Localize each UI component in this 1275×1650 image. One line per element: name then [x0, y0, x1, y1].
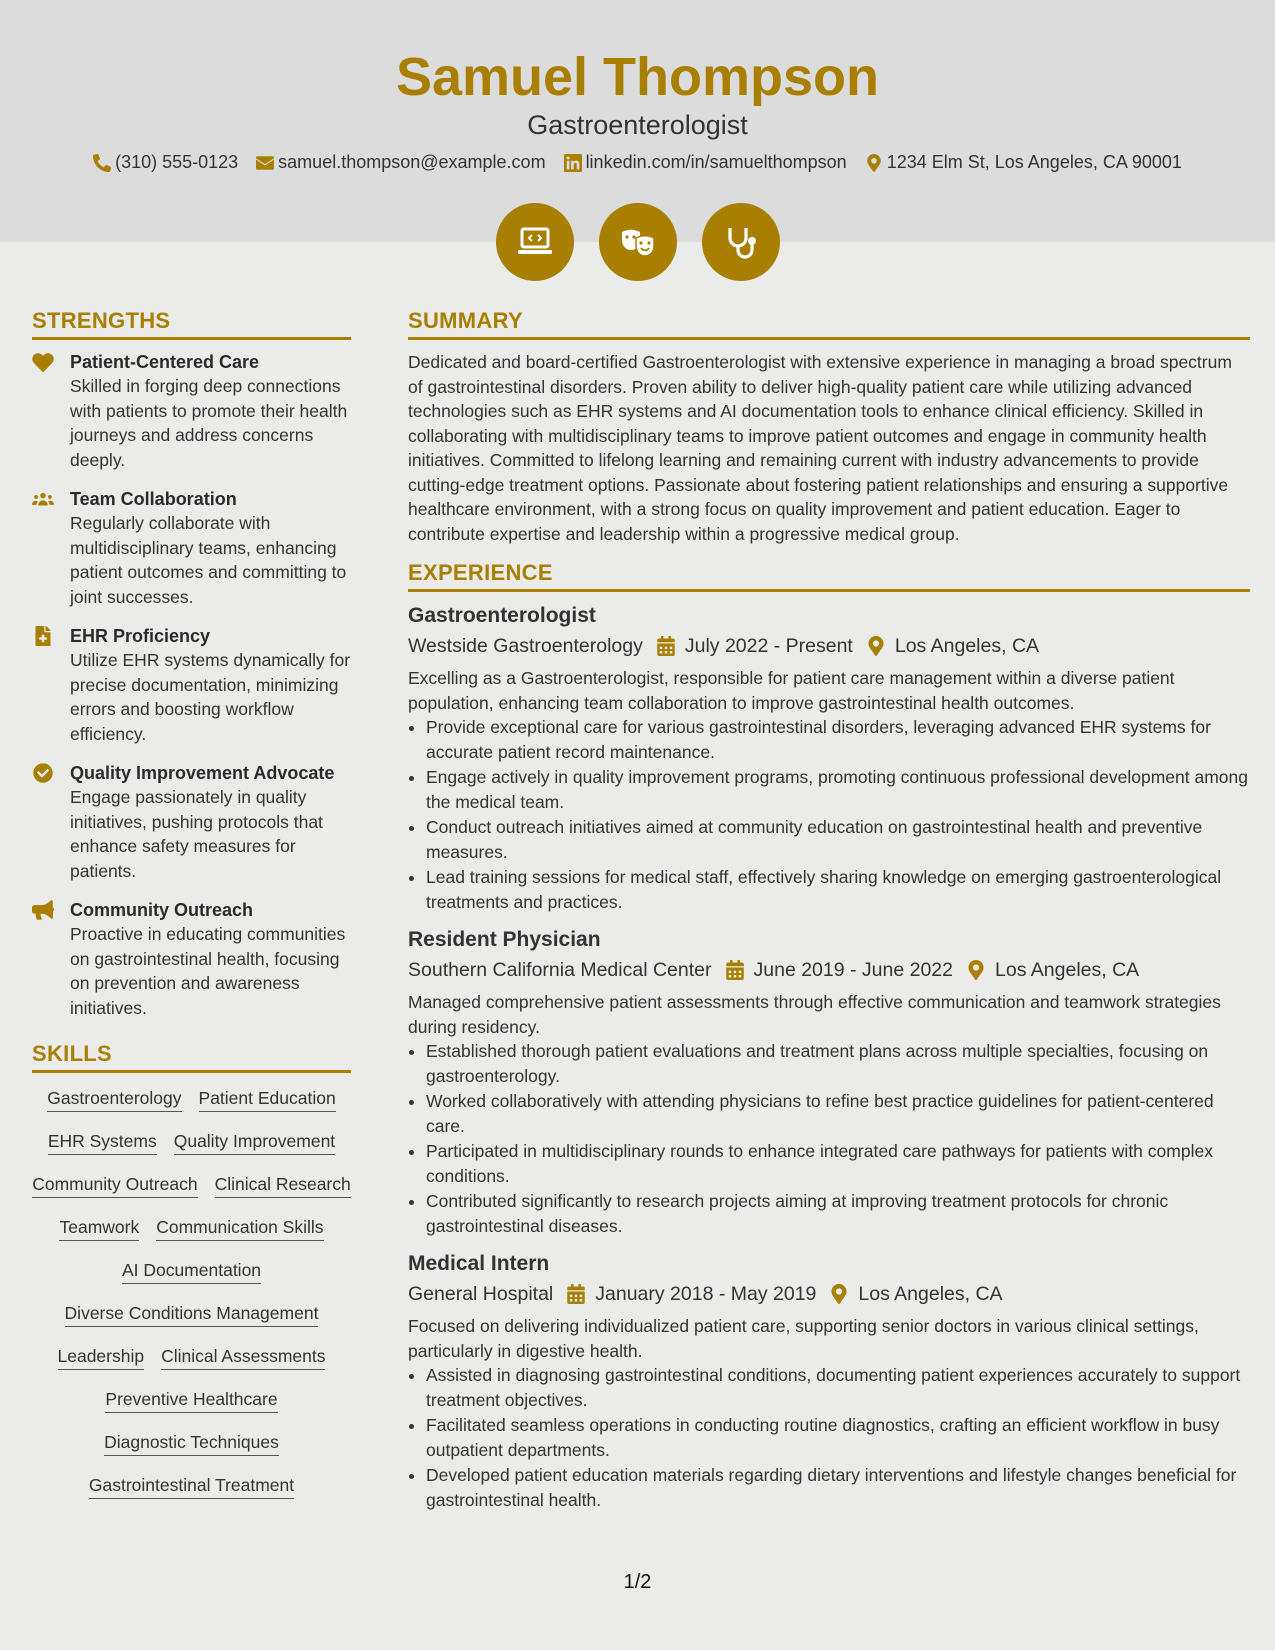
candidate-name: Samuel Thompson	[395, 47, 880, 107]
badge-laptop	[496, 203, 574, 281]
skill-tag: Leadership	[58, 1345, 145, 1370]
candidate-title: Gastroenterologist	[527, 110, 748, 140]
skill-tag: EHR Systems	[48, 1130, 157, 1155]
badge-stethoscope	[702, 203, 780, 281]
skill-tag: Preventive Healthcare	[105, 1388, 277, 1413]
contact-email[interactable]	[256, 152, 545, 173]
job-title: Gastroenterologist	[408, 604, 596, 627]
map-pin-icon	[867, 636, 885, 656]
file-medical-icon	[32, 626, 54, 646]
right-column	[408, 308, 1250, 1524]
skill-tag: AI Documentation	[122, 1259, 261, 1284]
skill-tag: Clinical Research	[215, 1173, 351, 1198]
job-employer: Southern California Medical Center	[408, 959, 712, 981]
job-location: Los Angeles, CA	[995, 959, 1140, 981]
job-dates: June 2019 - June 2022	[753, 959, 953, 981]
contact-row	[0, 152, 1275, 173]
skill-tag: Teamwork	[59, 1216, 139, 1241]
strength-desc: Utilize EHR systems dynamically for precise documentation, minimizing errors and boosting workflow efficiency.	[70, 650, 351, 744]
skill-tag: Diverse Conditions Management	[65, 1302, 319, 1327]
job-employer: General Hospital	[408, 1283, 554, 1305]
skill-tag: Gastroenterology	[47, 1087, 181, 1112]
job-entry	[408, 1250, 1250, 1512]
job-bullet: • Developed patient education materials regarding dietary interventions and lifestyle changes beneficial for gastrointestinal health.	[426, 1463, 1250, 1512]
job-bullet: • Participated in multidisciplinary rounds to enhance integrated care pathways for patients with complex conditions.	[426, 1139, 1250, 1188]
users-icon	[32, 489, 54, 509]
calendar-icon	[567, 1284, 585, 1304]
skill-tag: Clinical Assessments	[161, 1345, 325, 1370]
summary-text: Dedicated and board-certified Gastroenterologist with extensive experience in managing a broad spectrum of gastrointestinal disorders. Proven ability to deliver high-quality patient care while utilizing advanced technologies such as EHR systems and AI documentation tools to enhance clinical efficiency. Skilled in collaborating with multidisciplinary teams to improve patient outcomes and engage in community health initiatives. Committed to lifelong learning and remaining current with industry advancements to provide cutting-edge treatment options. Passionate about fostering patient relationships and ensuring a supportive healthcare environment, with a strong focus on quality improvement and patient education. Eager to contribute expertise and leadership within a progressive medical group.	[408, 352, 1232, 544]
calendar-icon	[726, 960, 744, 980]
envelope-icon	[256, 154, 274, 172]
experience-heading: EXPERIENCE	[408, 560, 1250, 592]
job-location: Los Angeles, CA	[858, 1283, 1003, 1305]
check-circle-icon	[32, 763, 54, 783]
map-pin-icon	[967, 960, 985, 980]
contact-linkedin[interactable]	[564, 152, 847, 173]
job-employer: Westside Gastroenterology	[408, 635, 643, 657]
job-bullet: • Facilitated seamless operations in conducting routine diagnostics, crafting an efficient workflow in busy outpatient departments.	[426, 1413, 1250, 1462]
strength-title: Quality Improvement Advocate	[70, 763, 335, 783]
job-bullet: • Worked collaboratively with attending physicians to refine best practice guidelines for patient-centered care.	[426, 1089, 1250, 1138]
contact-phone[interactable]	[93, 152, 238, 173]
job-bullet: • Engage actively in quality improvement programs, promoting continuous professional development among the medical team.	[426, 765, 1250, 814]
strength-desc: Regularly collaborate with multidisciplinary teams, enhancing patient outcomes and committing to joint successes.	[70, 513, 347, 607]
strength-desc: Proactive in educating communities on gastrointestinal health, focusing on prevention and awareness initiatives.	[70, 924, 346, 1018]
job-dates: July 2022 - Present	[684, 635, 853, 657]
skills-list	[32, 1083, 351, 1499]
theater-masks-icon	[618, 222, 658, 262]
job-bullet: • Provide exceptional care for various gastrointestinal disorders, leveraging advanced EHR systems for accurate patient record maintenance.	[426, 715, 1250, 764]
job-title: Medical Intern	[408, 1252, 550, 1275]
job-bullets	[408, 1363, 1250, 1512]
strength-desc: Engage passionately in quality initiatives, pushing protocols that enhance safety measures for patients.	[70, 787, 323, 881]
skill-tag: Quality Improvement	[174, 1130, 335, 1155]
skill-tag: Diagnostic Techniques	[104, 1431, 279, 1456]
job-meta	[408, 630, 1250, 662]
skill-tag: Communication Skills	[156, 1216, 323, 1241]
job-bullet: • Conduct outreach initiatives aimed at community education on gastrointestinal health and preventive measures.	[426, 815, 1250, 864]
contact-email-text: samuel.thompson@example.com	[278, 152, 546, 172]
skill-tag: Patient Education	[199, 1087, 336, 1112]
laptop-code-icon	[515, 222, 555, 262]
strength-desc: Skilled in forging deep connections with patients to promote their health journeys and address concerns deeply.	[70, 376, 348, 470]
job-bullets	[408, 1039, 1250, 1238]
badge-masks	[599, 203, 677, 281]
job-title: Resident Physician	[408, 928, 601, 951]
contact-linkedin-text: linkedin.com/in/samuelthompson	[585, 152, 847, 172]
linkedin-icon	[564, 154, 582, 172]
contact-phone-text: (310) 555-0123	[115, 152, 239, 172]
job-entry	[408, 602, 1250, 914]
job-bullet: • Lead training sessions for medical staff, effectively sharing knowledge on emerging gastroenterological treatments and practices.	[426, 865, 1250, 914]
job-bullet: • Contributed significantly to research projects aiming at improving treatment protocols for chronic gastrointestinal diseases.	[426, 1189, 1250, 1238]
job-summary: Focused on delivering individualized patient care, supporting senior doctors in various clinical settings, particularly in digestive health.	[408, 1316, 1199, 1361]
strength-title: EHR Proficiency	[70, 626, 211, 646]
strength-title: Team Collaboration	[70, 489, 237, 509]
strength-title: Patient-Centered Care	[70, 352, 260, 372]
phone-icon	[93, 154, 111, 172]
calendar-icon	[657, 636, 675, 656]
map-pin-icon	[830, 1284, 848, 1304]
page-number: 1/2	[623, 1571, 652, 1593]
strength-item	[32, 487, 351, 609]
strength-item	[32, 624, 351, 746]
strength-item	[32, 350, 351, 472]
summary-heading: SUMMARY	[408, 308, 1250, 340]
heart-icon	[32, 352, 54, 372]
job-location: Los Angeles, CA	[894, 635, 1040, 657]
contact-address	[865, 152, 1182, 173]
strength-item	[32, 898, 351, 1020]
job-entry	[408, 926, 1250, 1238]
badge-row	[0, 203, 1275, 281]
strengths-heading: STRENGTHS	[32, 308, 351, 340]
job-bullets	[408, 715, 1250, 914]
skill-tag: Gastrointestinal Treatment	[89, 1474, 294, 1499]
stethoscope-icon	[721, 222, 761, 262]
job-meta	[408, 1278, 1250, 1310]
skill-tag: Community Outreach	[32, 1173, 197, 1198]
job-bullet: • Established thorough patient evaluations and treatment plans across multiple specialties, focusing on gastroenterology.	[426, 1039, 1250, 1088]
skills-heading: SKILLS	[32, 1041, 351, 1073]
job-summary: Managed comprehensive patient assessments through effective communication and teamwork strategies during residency.	[408, 992, 1221, 1037]
bullhorn-icon	[32, 900, 54, 920]
job-bullet: • Assisted in diagnosing gastrointestinal conditions, documenting patient experiences accurately to support treatment objectives.	[426, 1363, 1250, 1412]
strength-item	[32, 761, 351, 883]
job-dates: January 2018 - May 2019	[595, 1283, 817, 1305]
job-summary: Excelling as a Gastroenterologist, responsible for patient care management within a diverse patient population, enhancing team collaboration to improve gastrointestinal health outcomes.	[408, 668, 1175, 713]
strength-title: Community Outreach	[70, 900, 254, 920]
left-column	[32, 308, 351, 1499]
job-meta	[408, 954, 1250, 986]
map-pin-icon	[865, 154, 883, 172]
contact-address-text: 1234 Elm St, Los Angeles, CA 90001	[886, 152, 1182, 172]
